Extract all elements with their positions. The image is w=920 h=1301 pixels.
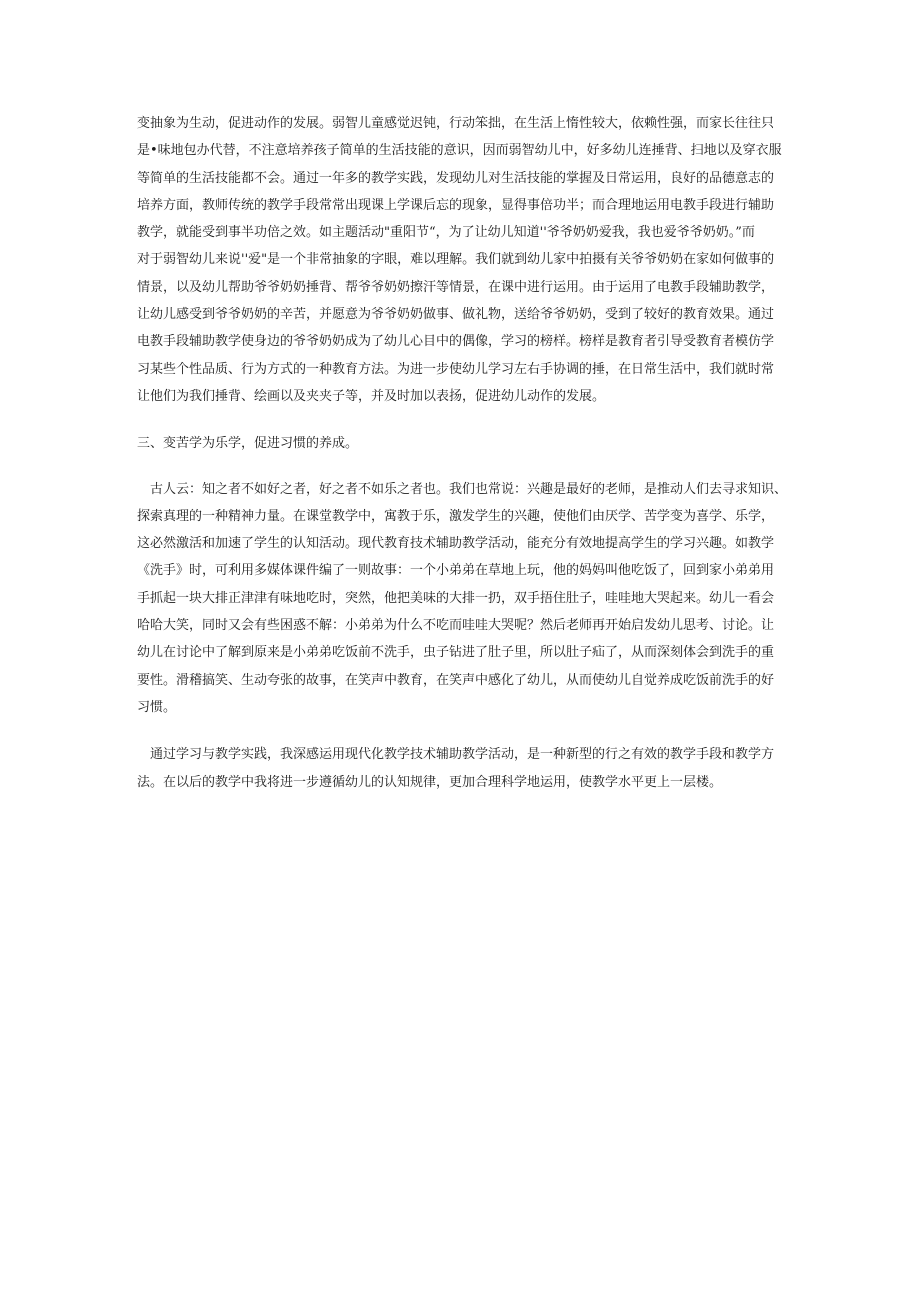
paragraph-line: 习惯。 bbox=[137, 699, 177, 715]
paragraph-line: 手抓起一块大排正津津有味地吃时，突然，他把美味的大排一扔，双手捂住肚子，哇哇地大哭起来。幼儿一看会 bbox=[137, 590, 775, 606]
paragraph-line: 幼儿在讨论中了解到原来是小弟弟吃饭前不洗手，虫子钻进了肚子里，所以肚子疝了，从而深刻体会到洗手的重 bbox=[137, 645, 775, 661]
paragraph-line: 让他们为我们捶背、绘画以及夹夹子等，并及时加以表扬，促进幼儿动作的发展。 bbox=[137, 388, 606, 404]
paragraph-line: 等简单的生活技能都不会。通过一年多的教学实践，发现幼儿对生活技能的掌握及日常运用，良好的品德意志的 bbox=[137, 170, 775, 186]
paragraph-1 bbox=[137, 110, 797, 410]
paragraph-line: 哈哈大笑，同时又会有些困惑不解：小弟弟为什么不吃而哇哇大哭呢？然后老师再开始启发幼儿思考、讨论。让 bbox=[137, 618, 775, 634]
paragraph-line: 电教手段辅助教学使身边的爷爷奶奶成为了幼儿心目中的偶像，学习的榜样。榜样是教育者引导受教育者模仿学 bbox=[137, 334, 775, 350]
paragraph-line: 习某些个性品质、行为方式的一种教育方法。为进一步使幼儿学习左右手协调的捶，在日常生活中，我们就时常 bbox=[137, 361, 775, 377]
paragraph-line: 教学，就能受到事半功倍之效。如主题活动"重阳节“，为了让幼儿知道''爷爷奶奶爱我，我也爱爷爷奶奶。”而 bbox=[137, 225, 755, 241]
paragraph-line: 变抽象为生动，促进动作的发展。弱智儿童感觉迟钝，行动笨拙，在生活上惰性较大，依赖性强，而家长往往只 bbox=[137, 116, 775, 131]
paragraph-line: 法。在以后的教学中我将进一步遵循幼儿的认知规律，更加合理科学地运用，使教学水平更上一层楼。 bbox=[137, 774, 723, 790]
paragraph-line: 是•味地包办代替，不注意培养孩子简单的生活技能的意识，因而弱智幼儿中，好多幼儿连捶背、扫地以及穿衣服 bbox=[137, 143, 782, 159]
paragraph-line: 情景，以及幼儿帮助爷爷奶奶捶背、帮爷爷奶奶擦汗等情景，在课中进行运用。由于运用了电教手段辅助教学， bbox=[137, 279, 775, 295]
paragraph-line: 对于弱智幼儿来说''爱"是一个非常抽象的字眼，难以理解。我们就到幼儿家中拍摄有关爷爷奶奶在家如何做事的 bbox=[137, 252, 775, 268]
paragraph-3 bbox=[137, 741, 797, 796]
paragraph-line: 古人云：知之者不如好之者，好之者不如乐之者也。我们也常说：兴趣是最好的老师，是推动人们去寻求知识、 bbox=[150, 481, 788, 497]
paragraph-line: 《洗手》时，可利用多媒体课件编了一则故事：一个小弟弟在草地上玩，他的妈妈叫他吃饭了，回到家小弟弟用 bbox=[137, 563, 775, 579]
paragraph-line: 这必然激活和加速了学生的认知活动。现代教育技术辅助教学活动，能充分有效地提高学生的学习兴趣。如教学 bbox=[137, 536, 775, 552]
paragraph-line: 探索真理的一种精神力量。在课堂教学中，寓教于乐，激发学生的兴趣，使他们由厌学、苦学变为喜学、乐学， bbox=[137, 508, 775, 524]
section-heading bbox=[137, 430, 797, 457]
document-body bbox=[137, 110, 797, 796]
paragraph-line: 让幼儿感受到爷爷奶奶的辛苦，并愿意为爷爷奶奶做事、做礼物，送给爷爷奶奶，受到了较好的教育效果。通过 bbox=[137, 307, 775, 323]
paragraph-2 bbox=[137, 476, 797, 722]
paragraph-line: 培养方面，教师传统的教学手段常常出现课上学课后忘的现象，显得事倍功半；而合理地运用电教手段进行辅助 bbox=[137, 197, 775, 213]
paragraph-line: 通过学习与教学实践，我深感运用现代化教学技术辅助教学活动，是一种新型的行之有效的教学手段和教学方 bbox=[150, 747, 775, 763]
section-heading-text: 三、变苦学为乐学，促进习惯的养成。 bbox=[137, 436, 359, 452]
paragraph-line: 要性。滑稽搞笑、生动夸张的故事，在笑声中教育，在笑声中感化了幼儿，从而使幼儿自觉养成吃饭前洗手的好 bbox=[137, 672, 775, 688]
